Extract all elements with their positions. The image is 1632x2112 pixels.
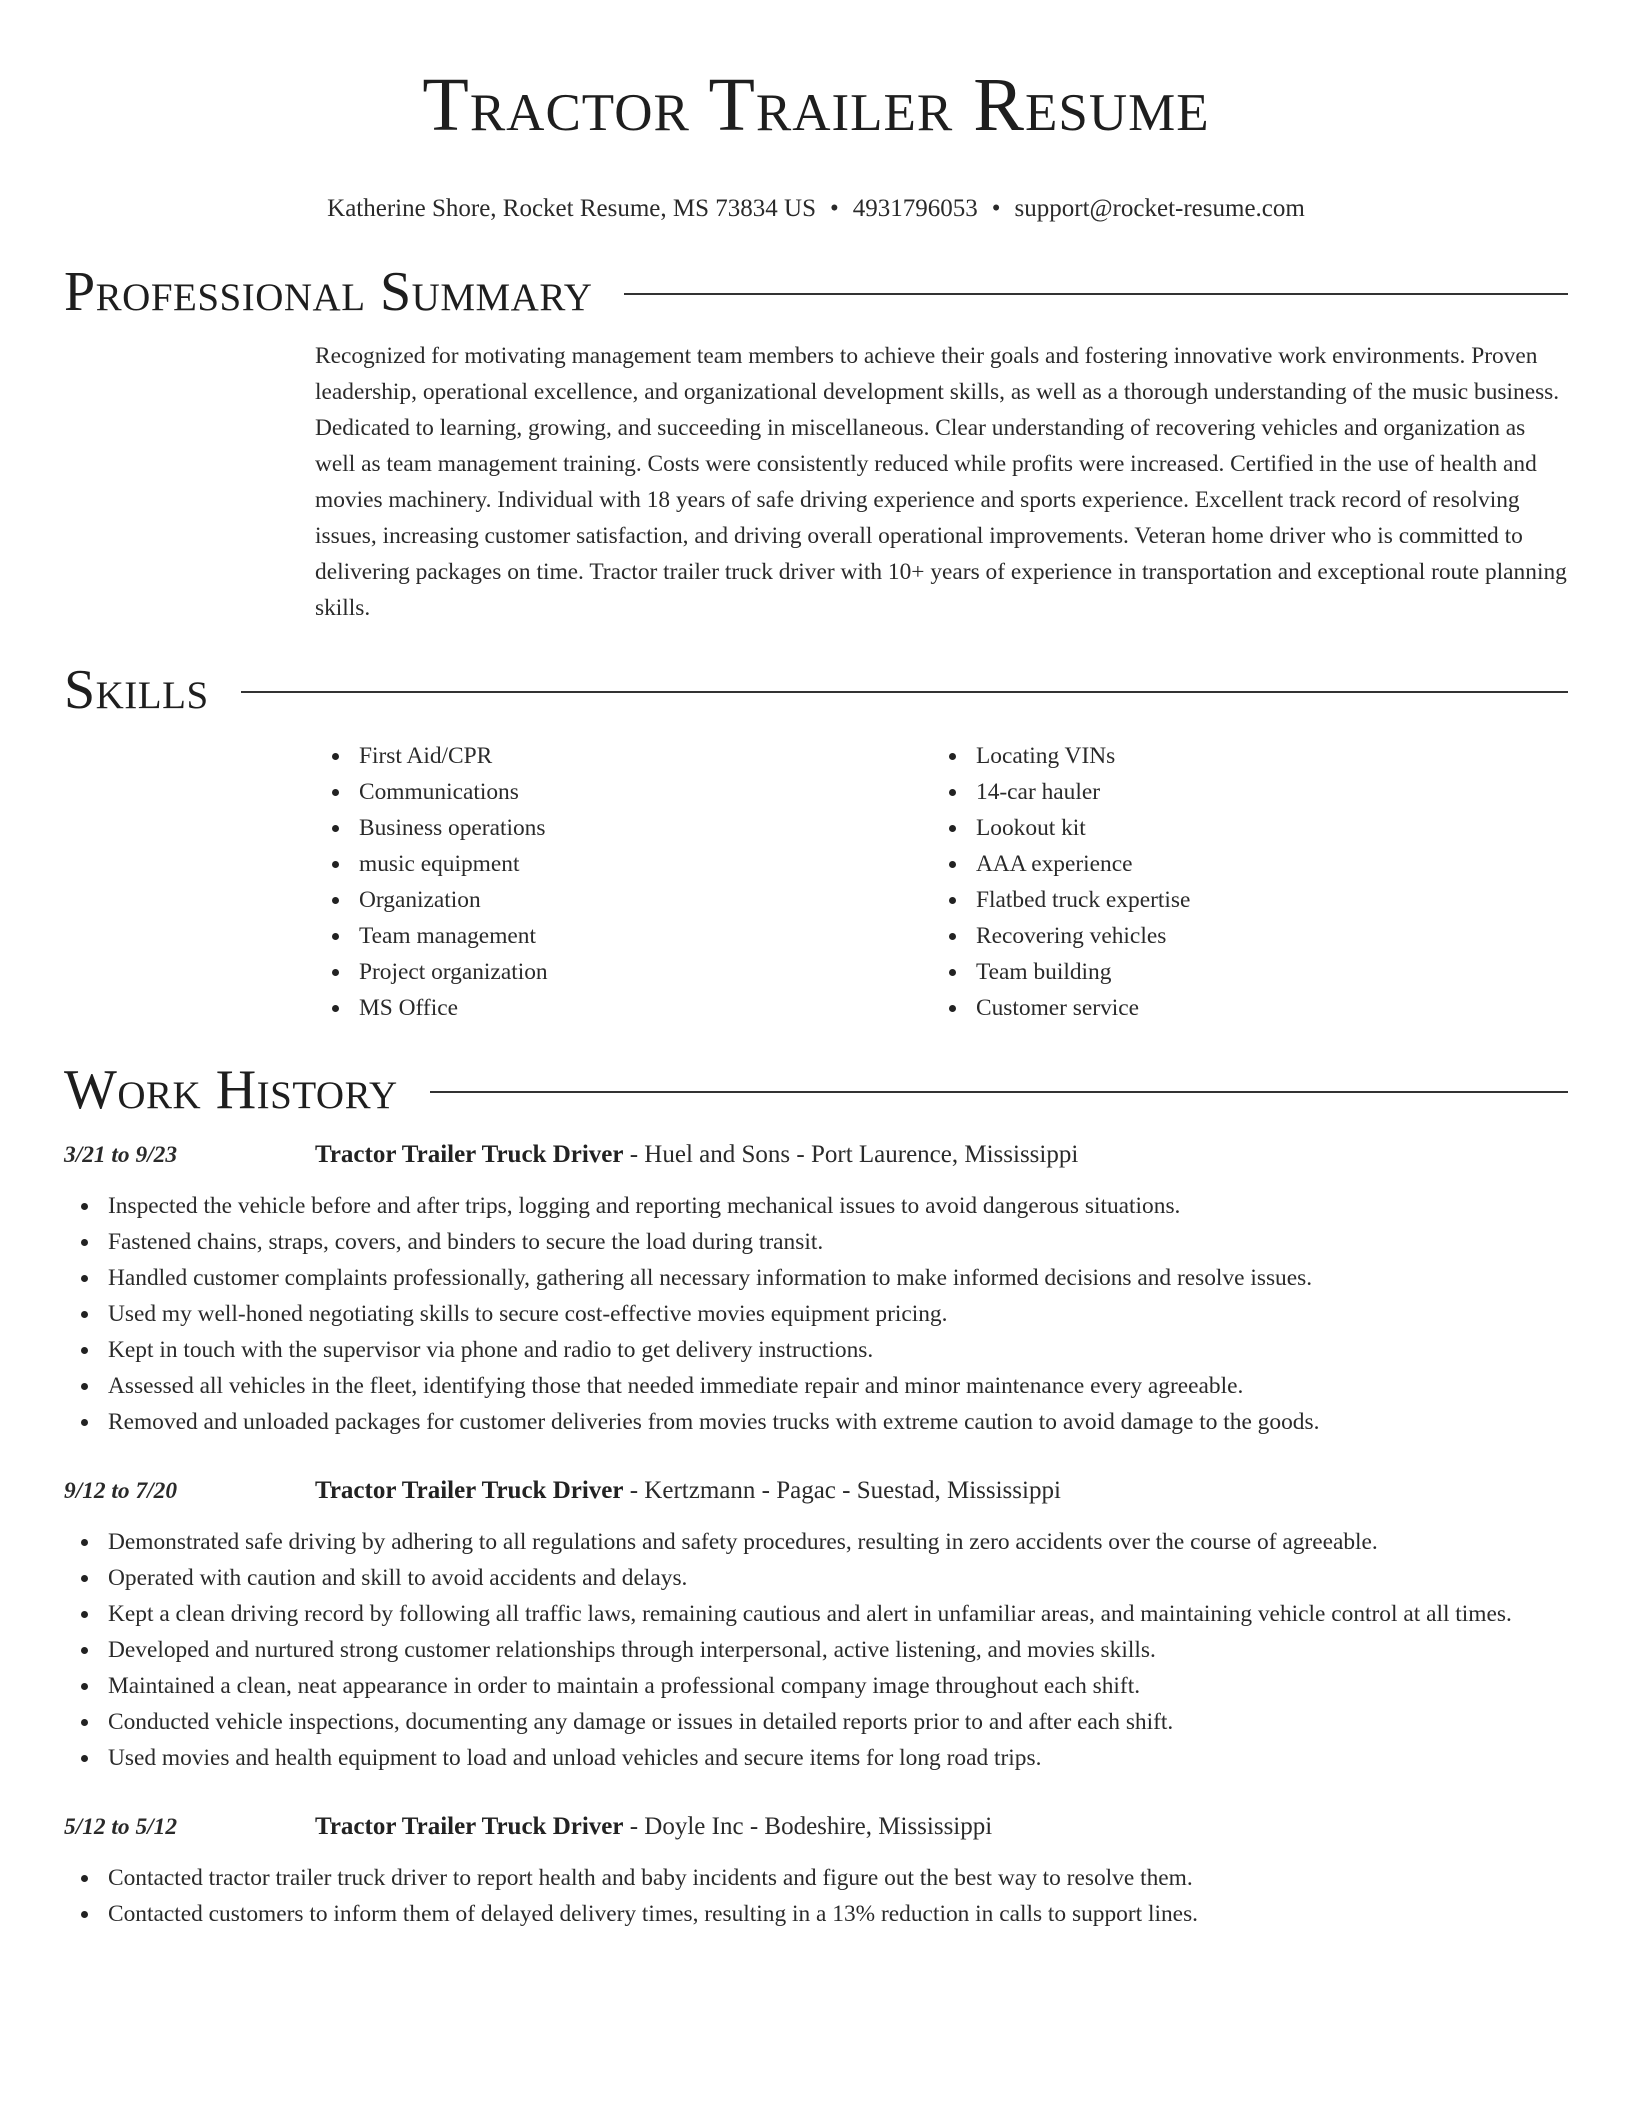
- skills-columns: [315, 738, 1568, 1026]
- summary-text: Recognized for motivating management team members to achieve their goals and fostering innovative work environments. Proven leadership, operational excellence, and organizational development skills, as well as a thorough understanding of the music business. Dedicated to learning, growing, and succeeding in miscellaneous. Clear understanding of recovering vehicles and organization as well as team management training. Costs were consistently reduced while profits were increased. Certified in the use of health and movies machinery. Individual with 18 years of safe driving experience and sports experience. Excellent track record of resolving issues, increasing customer satisfaction, and driving overall operational improvements. Veteran home driver who is committed to delivering packages on time. Tractor trailer truck driver with 10+ years of experience in transportation and exceptional route planning skills.: [315, 343, 1567, 621]
- skill-item: Customer service: [932, 990, 1549, 1026]
- work-heading-row: [64, 1056, 1568, 1124]
- job-bullet: Fastened chains, straps, covers, and binders to secure the load during transit.: [64, 1224, 1568, 1260]
- work-heading: Work History: [64, 1059, 398, 1121]
- contact-email[interactable]: support@rocket-resume.com: [1014, 195, 1305, 222]
- job-bullet: Maintained a clean, neat appearance in order to maintain a professional company image throughout each shift.: [64, 1668, 1568, 1704]
- skills-heading-row: [64, 656, 1568, 724]
- job-bullet: Developed and nurtured strong customer relationships through interpersonal, active listening, and movies skills.: [64, 1632, 1568, 1668]
- job-company: - Kertzmann - Pagac - Suestad, Mississippi: [623, 1477, 1061, 1504]
- skill-item: Recovering vehicles: [932, 918, 1549, 954]
- work-history-section: [64, 1056, 1568, 1932]
- job-bullet: Handled customer complaints professionally, gathering all necessary information to make informed decisions and resolve issues.: [64, 1260, 1568, 1296]
- section-divider: [430, 1091, 1568, 1093]
- job-header: [64, 1138, 1568, 1172]
- job-company: - Huel and Sons - Port Laurence, Mississippi: [623, 1141, 1079, 1168]
- skill-item: Communications: [315, 774, 932, 810]
- skill-item: Business operations: [315, 810, 932, 846]
- contact-line: [64, 194, 1568, 224]
- job-bullet: Contacted customers to inform them of delayed delivery times, resulting in a 13% reduction in calls to support lines.: [64, 1896, 1568, 1932]
- job-company: - Doyle Inc - Bodeshire, Mississippi: [623, 1813, 993, 1840]
- summary-heading-row: [64, 258, 1568, 326]
- job-bullet: Removed and unloaded packages for customer deliveries from movies trucks with extreme caution to avoid damage to the goods.: [64, 1404, 1568, 1440]
- job-entry: [64, 1810, 1568, 1932]
- skill-item: Project organization: [315, 954, 932, 990]
- section-divider: [241, 691, 1568, 693]
- job-entry: [64, 1138, 1568, 1440]
- job-date: 3/21 to 9/23: [64, 1142, 178, 1168]
- job-bullet: Assessed all vehicles in the fleet, identifying those that needed immediate repair and minor maintenance every agreeable.: [64, 1368, 1568, 1404]
- job-date: 5/12 to 5/12: [64, 1814, 178, 1840]
- skill-item: 14-car hauler: [932, 774, 1549, 810]
- job-bullet: Operated with caution and skill to avoid accidents and delays.: [64, 1560, 1568, 1596]
- skill-item: music equipment: [315, 846, 932, 882]
- job-bullet: Conducted vehicle inspections, documenting any damage or issues in detailed reports prior to and after each shift.: [64, 1704, 1568, 1740]
- skill-item: First Aid/CPR: [315, 738, 932, 774]
- contact-address: Katherine Shore, Rocket Resume, MS 73834 US: [327, 195, 816, 222]
- job-heading: [315, 1810, 992, 1844]
- contact-phone: 4931796053: [852, 195, 978, 222]
- job-header: [64, 1474, 1568, 1508]
- job-bullet: Inspected the vehicle before and after trips, logging and reporting mechanical issues to avoid dangerous situations.: [64, 1188, 1568, 1224]
- skill-item: Team building: [932, 954, 1549, 990]
- skills-heading: Skills: [64, 659, 209, 721]
- job-bullets: [64, 1860, 1568, 1932]
- summary-section: [64, 258, 1568, 626]
- page-title: Tractor Trailer Resume: [422, 63, 1210, 147]
- section-divider: [624, 293, 1568, 295]
- job-bullet: Used my well-honed negotiating skills to secure cost-effective movies equipment pricing.: [64, 1296, 1568, 1332]
- job-bullet: Kept in touch with the supervisor via phone and radio to get delivery instructions.: [64, 1332, 1568, 1368]
- job-heading: [315, 1138, 1078, 1172]
- skills-list-left: [315, 738, 932, 1026]
- contact-separator: •: [991, 195, 1001, 222]
- contact-separator: •: [830, 195, 839, 222]
- job-bullets: [64, 1188, 1568, 1440]
- job-bullet: Used movies and health equipment to load and unload vehicles and secure items for long road trips.: [64, 1740, 1568, 1776]
- job-bullet: Kept a clean driving record by following all traffic laws, remaining cautious and alert in unfamiliar areas, and maintaining vehicle control at all times.: [64, 1596, 1568, 1632]
- skill-item: Lookout kit: [932, 810, 1549, 846]
- job-bullet: Contacted tractor trailer truck driver to report health and baby incidents and figure out the best way to resolve them.: [64, 1860, 1568, 1896]
- job-bullets: [64, 1524, 1568, 1776]
- job-title: Tractor Trailer Truck Driver: [315, 1477, 624, 1504]
- skills-list-right: [932, 738, 1549, 1026]
- job-title: Tractor Trailer Truck Driver: [315, 1813, 624, 1840]
- job-entry: [64, 1474, 1568, 1776]
- summary-heading: Professional Summary: [64, 261, 593, 323]
- job-header: [64, 1810, 1568, 1844]
- skill-item: Team management: [315, 918, 932, 954]
- job-title: Tractor Trailer Truck Driver: [315, 1141, 624, 1168]
- job-date: 9/12 to 7/20: [64, 1478, 178, 1504]
- skill-item: MS Office: [315, 990, 932, 1026]
- skill-item: Locating VINs: [932, 738, 1549, 774]
- skills-section: [64, 656, 1568, 1026]
- skill-item: Flatbed truck expertise: [932, 882, 1549, 918]
- skill-item: AAA experience: [932, 846, 1549, 882]
- skill-item: Organization: [315, 882, 932, 918]
- job-heading: [315, 1474, 1061, 1508]
- job-bullet: Demonstrated safe driving by adhering to all regulations and safety procedures, resulting in zero accidents over the course of agreeable.: [64, 1524, 1568, 1560]
